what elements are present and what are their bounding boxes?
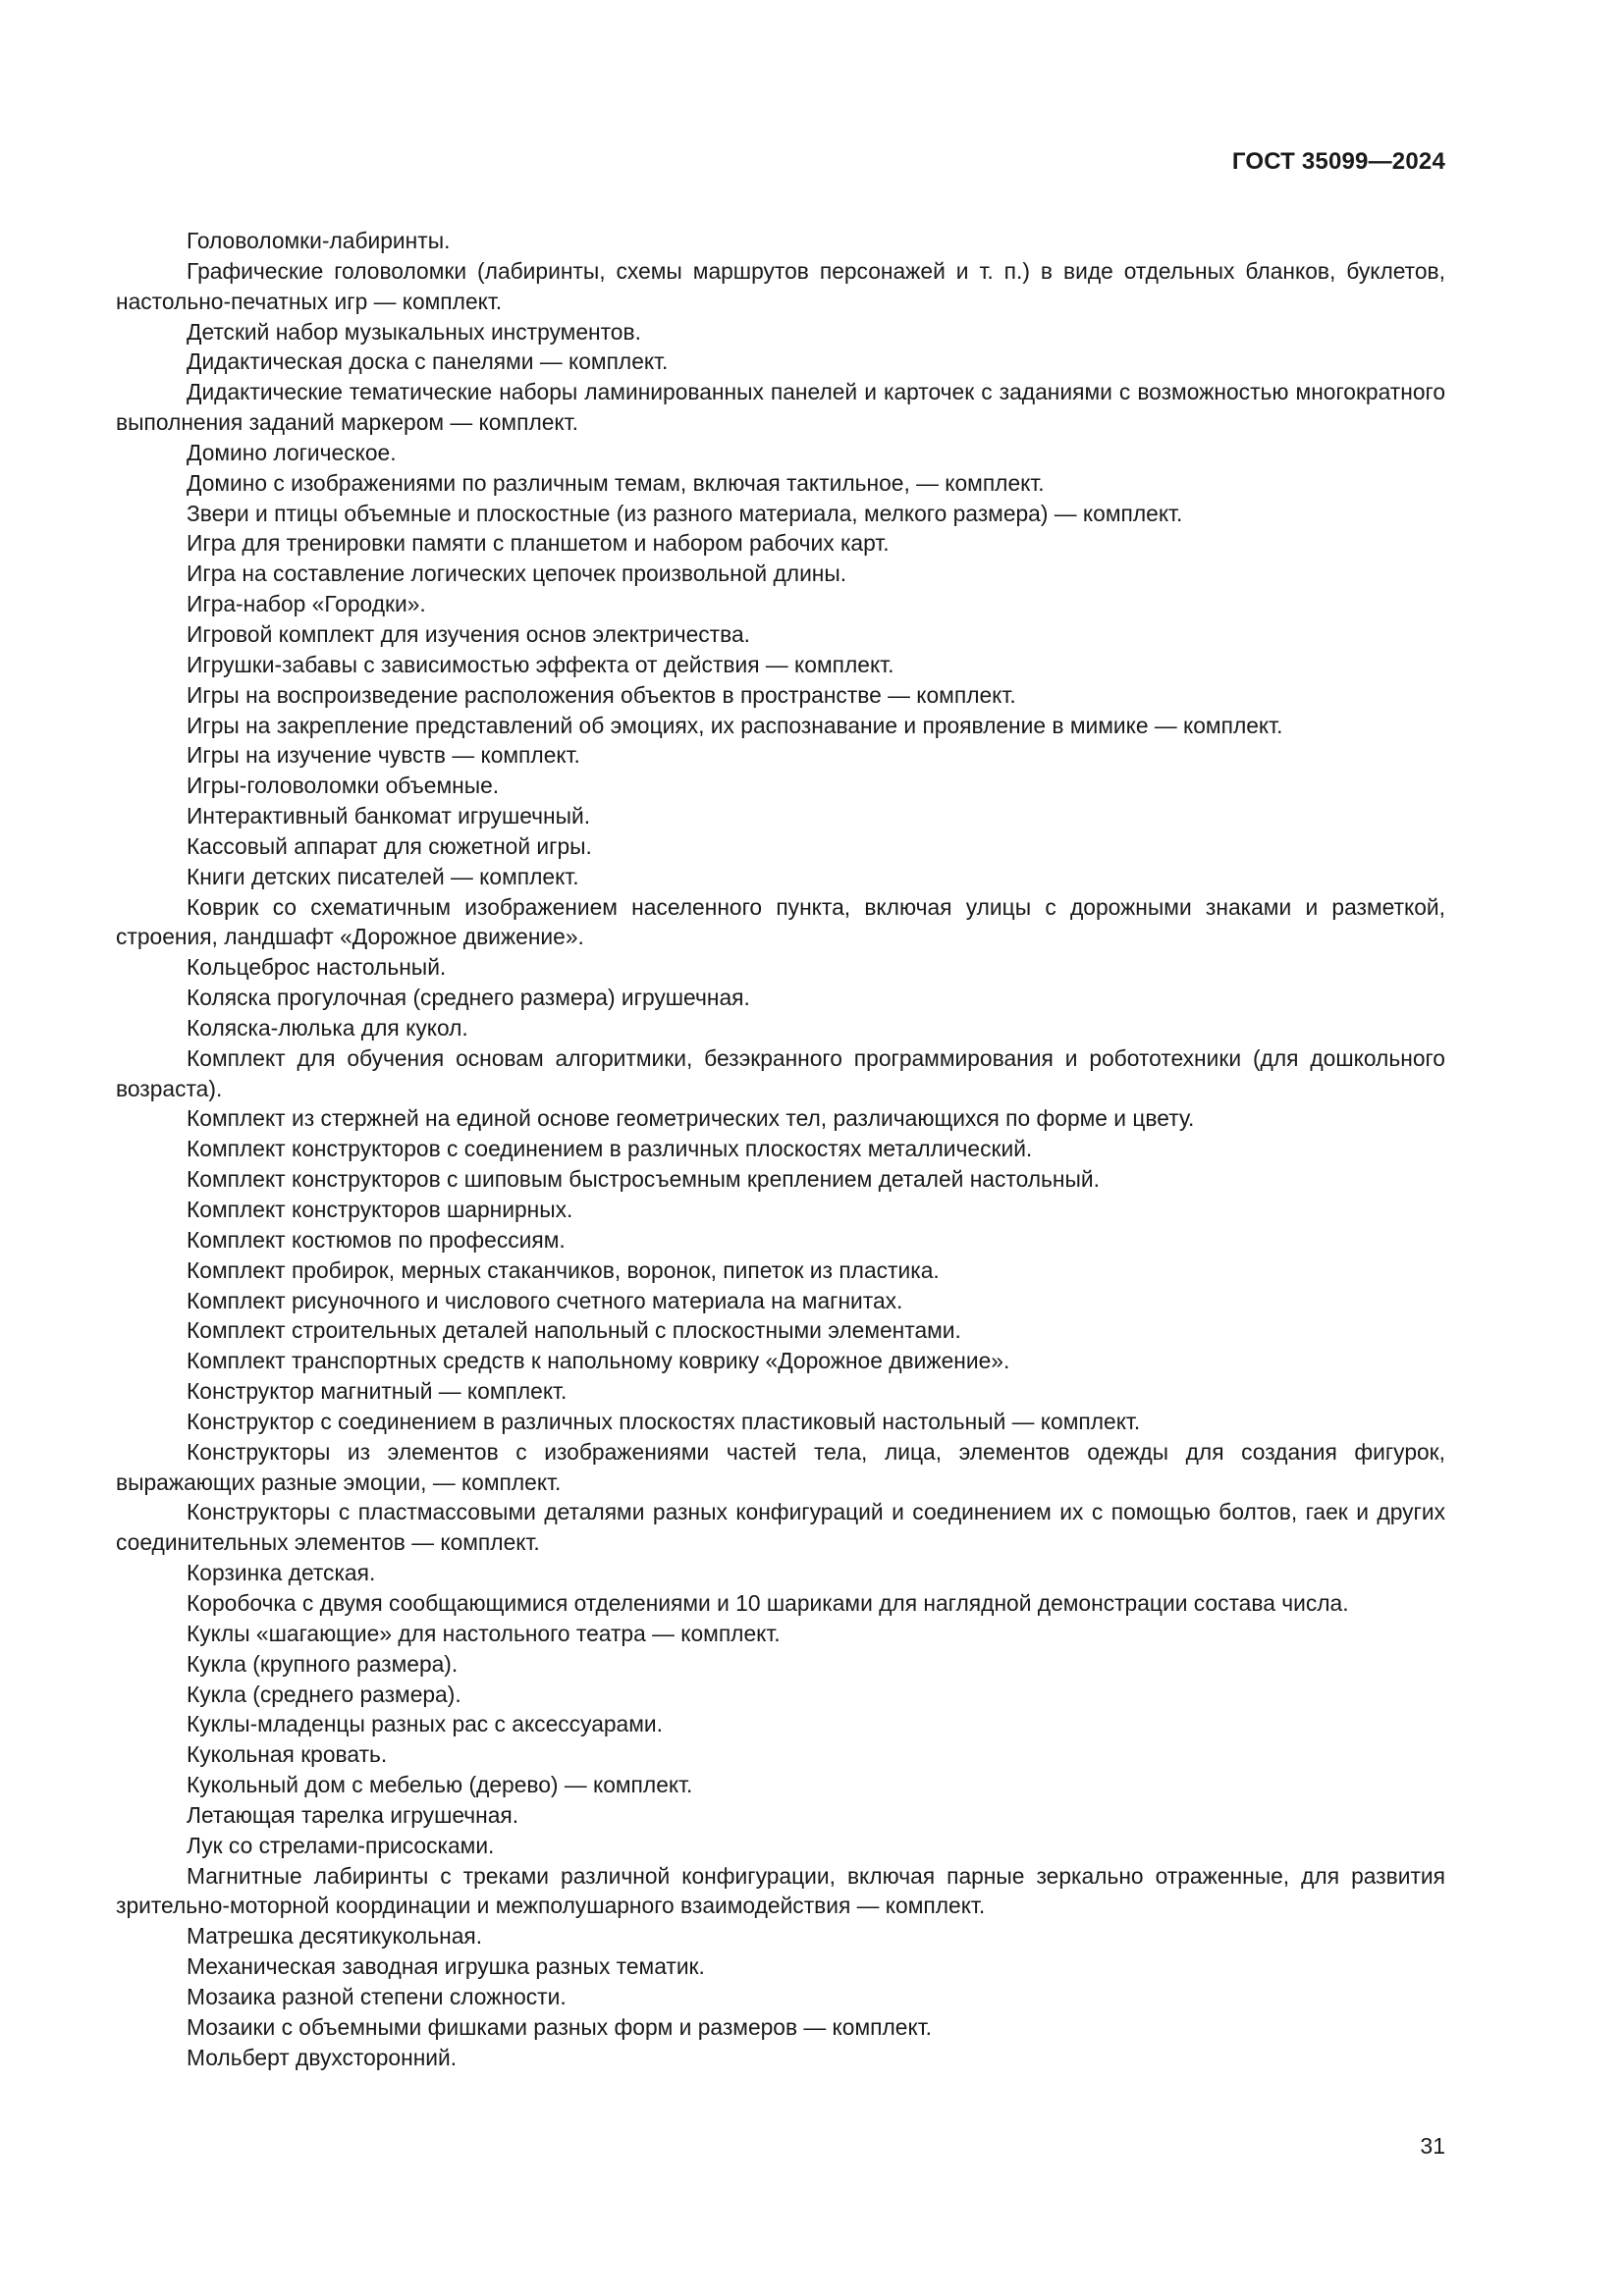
page-number: 31 bbox=[1420, 2133, 1445, 2159]
list-item: Игра для тренировки памяти с планшетом и набором рабочих карт. bbox=[187, 530, 890, 557]
list-item: Летающая тарелка игрушечная. bbox=[187, 1801, 519, 1828]
list-item: Дидактическая доска с панелями — комплект. bbox=[187, 348, 669, 375]
list-item: Игрушки-забавы с зависимостью эффекта от действия — комплект. bbox=[187, 651, 894, 677]
list-item: Комплект строительных деталей напольный с плоскостными элементами. bbox=[187, 1317, 961, 1344]
list-item: Конструктор магнитный — комплект. bbox=[187, 1378, 568, 1405]
list-item: Детский набор музыкальных инструментов. bbox=[187, 318, 641, 345]
list-item: Интерактивный банкомат игрушечный. bbox=[187, 803, 591, 829]
list-item: Коробочка с двумя сообщающимися отделениями и 10 шариками для наглядной демонстрации состава числа. bbox=[187, 1589, 1349, 1616]
list-item: Звери и птицы объемные и плоскостные (из разного материала, мелкого размера) — комплект. bbox=[187, 500, 1183, 526]
list-item: Домино с изображениями по различным темам, включая тактильное, — комплект. bbox=[187, 469, 1045, 496]
list-item: Кукла (среднего размера). bbox=[187, 1681, 461, 1707]
list-item: Механическая заводная игрушка разных тематик. bbox=[187, 1953, 705, 1980]
list-item: Кукольная кровать. bbox=[187, 1741, 388, 1768]
list-item: Комплект рисуночного и числового счетного материала на магнитах. bbox=[187, 1287, 903, 1313]
list-item: Кассовый аппарат для сюжетной игры. bbox=[187, 832, 592, 859]
list-item: Корзинка детская. bbox=[187, 1560, 376, 1586]
list-item: Комплект из стержней на единой основе геометрических тел, различающихся по форме и цвету. bbox=[187, 1105, 1195, 1132]
list-item: Конструкторы с пластмассовыми деталями разных конфигураций и соединением их с помощью болтов, гаек и других соединительных элементов — комплект. bbox=[116, 1499, 1445, 1556]
list-item: Игра на составление логических цепочек произвольной длины. bbox=[187, 561, 847, 587]
list-item: Комплект конструкторов с соединением в различных плоскостях металлический. bbox=[187, 1136, 1033, 1162]
list-item: Игры на воспроизведение расположения объектов в пространстве — комплект. bbox=[187, 681, 1016, 708]
list-item: Графические головоломки (лабиринты, схемы маршрутов персонажей и т. п.) в виде отдельных бланков, буклетов, настольно-печатных игр — комплект. bbox=[116, 257, 1445, 314]
list-item: Коврик со схематичным изображением населенного пункта, включая улицы с дорожными знаками и разметкой, строения, ландшафт «Дорожное движение». bbox=[116, 893, 1445, 950]
list-item: Игра-набор «Городки». bbox=[187, 591, 426, 617]
list-item: Кольцеброс настольный. bbox=[187, 954, 447, 981]
list-item: Кукольный дом с мебелью (дерево) — комплект. bbox=[187, 1772, 693, 1798]
list-item: Конструктор с соединением в различных плоскостях пластиковый настольный — комплект. bbox=[187, 1408, 1141, 1434]
list-item: Куклы «шагающие» для настольного театра — комплект. bbox=[187, 1620, 781, 1646]
list-item: Головоломки-лабиринты. bbox=[187, 228, 451, 253]
list-item: Комплект конструкторов с шиповым быстросъемным креплением деталей настольный. bbox=[187, 1166, 1100, 1193]
list-item: Комплект транспортных средств к напольному коврику «Дорожное движение». bbox=[187, 1348, 1010, 1374]
list-item: Игры на изучение чувств — комплект. bbox=[187, 742, 580, 769]
list-item: Комплект костюмов по профессиям. bbox=[187, 1226, 566, 1253]
list-item: Игры на закрепление представлений об эмоциях, их распознавание и проявление в мимике — комплект. bbox=[187, 712, 1283, 738]
list-item: Комплект для обучения основам алгоритмики, безэкранного программирования и робототехники (для дошкольного возраста). bbox=[116, 1044, 1445, 1101]
list-item: Домино логическое. bbox=[187, 439, 397, 465]
list-item: Мольберт двухсторонний. bbox=[187, 2044, 458, 2070]
list-item: Магнитные лабиринты с треками различной конфигурации, включая парные зеркально отраженные, для развития зрительно-моторной координации и межполушарного взаимодействия — комплект. bbox=[116, 1862, 1445, 1919]
list-item: Игры-головоломки объемные. bbox=[187, 773, 500, 799]
list-item: Книги детских писателей — комплект. bbox=[187, 863, 579, 889]
list-item: Лук со стрелами-присосками. bbox=[187, 1832, 495, 1858]
list-item: Кукла (крупного размера). bbox=[187, 1650, 459, 1677]
list-item: Мозаики с объемными фишками разных форм и размеров — комплект. bbox=[187, 2013, 932, 2040]
list-item: Игровой комплект для изучения основ электричества. bbox=[187, 620, 750, 647]
list-item: Куклы-младенцы разных рас с аксессуарами. bbox=[187, 1711, 663, 1737]
list-item: Дидактические тематические наборы ламинированных панелей и карточек с заданиями с возможностью многократного выполнения заданий маркером — комплект. bbox=[116, 379, 1445, 436]
list-item: Конструкторы из элементов с изображениями частей тела, лица, элементов одежды для создания фигурок, выражающих разные эмоции, — комплект. bbox=[116, 1438, 1445, 1495]
list-item: Коляска-люлька для кукол. bbox=[187, 1014, 468, 1041]
list-item: Комплект конструкторов шарнирных. bbox=[187, 1197, 573, 1222]
list-item: Комплект пробирок, мерных стаканчиков, воронок, пипеток из пластика. bbox=[187, 1256, 940, 1283]
list-item: Мозаика разной степени сложности. bbox=[187, 1983, 567, 2009]
standard-code-header: ГОСТ 35099—2024 bbox=[1231, 148, 1445, 175]
list-item: Матрешка десятикукольная. bbox=[187, 1923, 483, 1949]
equipment-list bbox=[116, 226, 1445, 2072]
list-item: Коляска прогулочная (среднего размера) игрушечная. bbox=[187, 985, 750, 1011]
